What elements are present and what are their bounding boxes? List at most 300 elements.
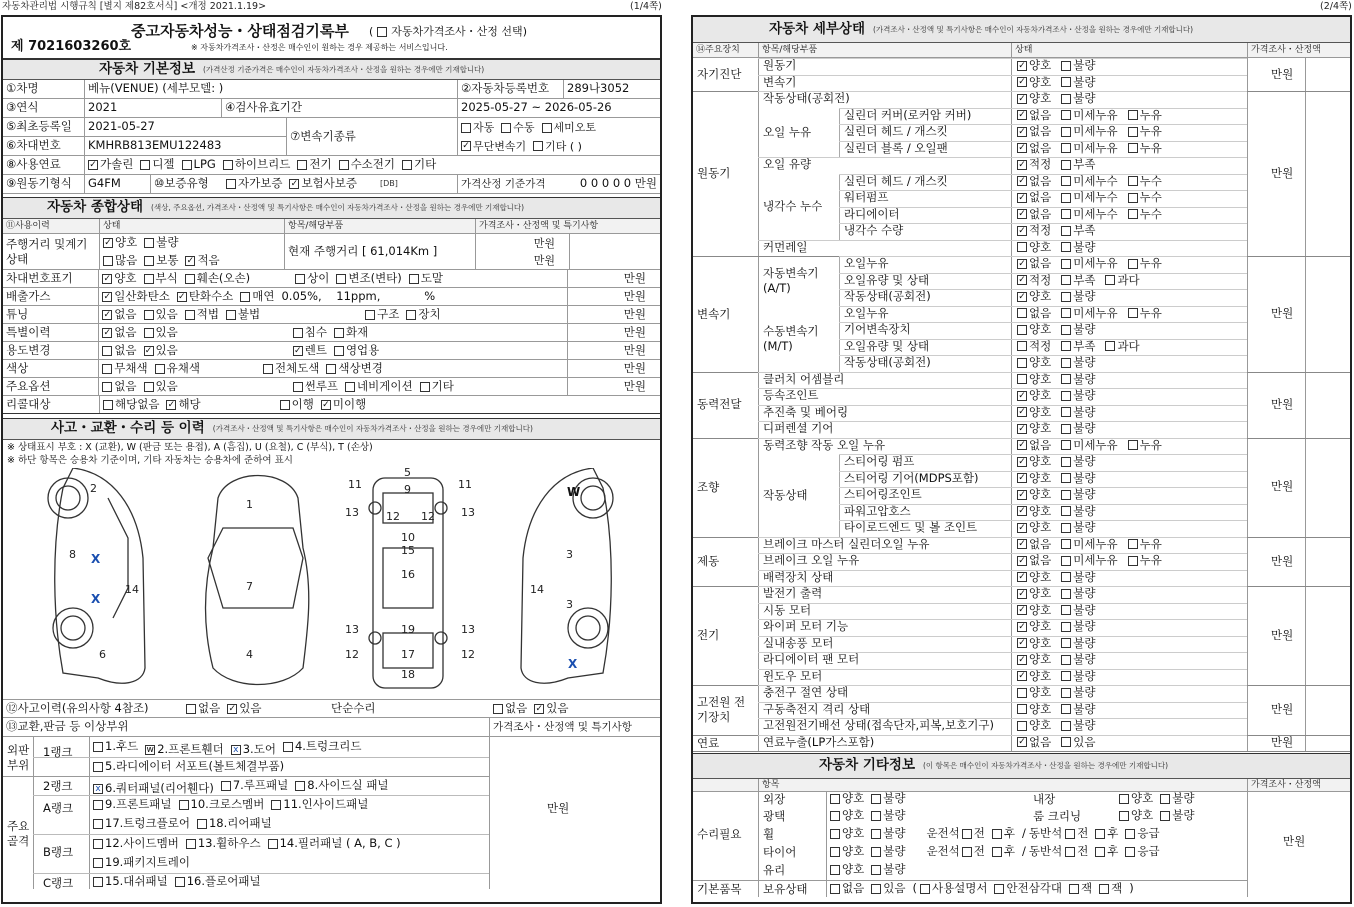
item-b2: 브레이크 오일 누유 xyxy=(763,553,860,567)
item-st1-good-checkbox[interactable] xyxy=(1017,457,1027,467)
wheel-pass-rear-checkbox[interactable] xyxy=(1095,829,1105,839)
item-s2-good-checkbox[interactable] xyxy=(1017,77,1027,87)
svg-text:6: 6 xyxy=(99,648,106,661)
other-price: 만원 xyxy=(1283,834,1306,848)
item-h3: 고전원전기배선 상태(접속단자,피복,보호기구) xyxy=(763,718,995,732)
item-st0-micro-checkbox[interactable] xyxy=(1061,440,1071,450)
spanner-checkbox[interactable] xyxy=(1099,884,1109,894)
item-e_lvl-ok-checkbox[interactable] xyxy=(1017,160,1027,170)
fuel-gasoline-checkbox[interactable] xyxy=(88,160,98,170)
vin-altered-checkbox[interactable] xyxy=(336,274,346,284)
recall-notdone-checkbox[interactable] xyxy=(321,400,331,410)
mileage-normal-checkbox[interactable] xyxy=(144,256,154,266)
interior-bad-checkbox[interactable] xyxy=(1160,794,1170,804)
simple-yes-checkbox[interactable] xyxy=(534,704,544,714)
group-brake-price: 만원 xyxy=(1271,553,1294,568)
svg-text:4: 4 xyxy=(246,648,253,661)
wheel-bad-checkbox[interactable] xyxy=(871,829,881,839)
item-b1-micro-checkbox[interactable] xyxy=(1061,539,1071,549)
item-el4-good-checkbox[interactable] xyxy=(1017,638,1027,648)
item-el5-bad-checkbox[interactable] xyxy=(1061,655,1071,665)
item-b1: 브레이크 마스터 실린더오일 누유 xyxy=(763,536,930,551)
item-s1-good-checkbox[interactable] xyxy=(1017,61,1027,71)
fuel-hybrid-checkbox[interactable] xyxy=(223,160,233,170)
item-e_rail-bad-checkbox[interactable] xyxy=(1061,242,1071,252)
svg-text:19: 19 xyxy=(401,623,415,636)
group-fuel: 연료 xyxy=(697,735,720,750)
jack-checkbox[interactable] xyxy=(1069,884,1079,894)
other-header: 자동차 기타정보 (이 항목은 매수인이 자동차가격조사・산정을 원하는 경우에만 기재합니다) xyxy=(693,753,1350,779)
item-t_m1-micro-checkbox[interactable] xyxy=(1061,308,1071,318)
vin-number: KMHRB813EMU122483 xyxy=(88,138,222,153)
use-business-checkbox[interactable] xyxy=(334,346,344,356)
item-t_m3-ok-checkbox[interactable] xyxy=(1017,341,1027,351)
simple-none-checkbox[interactable] xyxy=(493,704,503,714)
item-b3: 배력장치 상태 xyxy=(763,569,834,584)
item-el3-bad-checkbox[interactable] xyxy=(1061,622,1071,632)
gas-hc-checkbox[interactable] xyxy=(177,292,187,302)
vin-smear-checkbox[interactable] xyxy=(409,274,419,284)
inspection-page-1 xyxy=(1,15,662,904)
item-el3: 와이퍼 모터 기능 xyxy=(763,619,849,633)
other-table: 수리필요 기본품목 만원 외장 양호 불량 내장 양호 불량 광택 양호 불량 룸 크리닝 양호 불량 휠 양호 불량 운전석 전 후 / 동반석 전 후 응급 타이어 양호 불량 운전석 전 후 / 동반석 전 후 응급 유리 양호 불량 보유상태 없음 있음 ( 사용설명서 안전삼각대 잭 잭 ) xyxy=(693,792,1350,897)
item-h2-good-checkbox[interactable] xyxy=(1017,704,1027,714)
item-st0-none-checkbox[interactable] xyxy=(1017,440,1027,450)
car-name: 베뉴(VENUE) (세부모델: ) xyxy=(84,80,457,98)
exterior-bad-checkbox[interactable] xyxy=(871,794,881,804)
tune-device-checkbox[interactable] xyxy=(406,310,416,320)
group-self: 자기진단 xyxy=(697,67,742,82)
item-el2: 시동 모터 xyxy=(763,602,812,617)
item-e_c2-wleak-checkbox[interactable] xyxy=(1128,193,1138,203)
vin-damage-checkbox[interactable] xyxy=(185,274,195,284)
accident-yes-checkbox[interactable] xyxy=(227,704,237,714)
wheel-driver-rear-checkbox[interactable] xyxy=(992,829,1002,839)
item-t_a2-low-checkbox[interactable] xyxy=(1061,275,1071,285)
opt-navi-checkbox[interactable] xyxy=(345,382,355,392)
item-s1: 원동기 xyxy=(763,58,797,72)
overall-vin: 차대번호표기 ✓ 양호 부식 훼손(오손) 상이 변조(변타) 도말 만원 xyxy=(3,270,660,288)
basic-none-checkbox[interactable] xyxy=(830,884,840,894)
item-h3-good-checkbox[interactable] xyxy=(1017,721,1027,731)
item-st1-bad-checkbox[interactable] xyxy=(1061,457,1071,467)
parts-header: ⑬교환,판금 등 이상부위 가격조사・산정액 및 특기사항 xyxy=(3,718,660,737)
item-e_c3: 라디에이터 xyxy=(844,206,900,221)
item-el1-bad-checkbox[interactable] xyxy=(1061,589,1071,599)
item-el2-good-checkbox[interactable] xyxy=(1017,605,1027,615)
svg-text:3: 3 xyxy=(566,598,573,611)
mileage-good-checkbox[interactable] xyxy=(103,238,113,248)
item-st5-bad-checkbox[interactable] xyxy=(1061,523,1071,533)
tire-driver-rear-checkbox[interactable] xyxy=(992,847,1002,857)
tune-illegal-checkbox[interactable] xyxy=(226,310,236,320)
item-el4: 실내송풍 모터 xyxy=(763,635,834,650)
item-b3-bad-checkbox[interactable] xyxy=(1061,572,1071,582)
item-b1-none-checkbox[interactable] xyxy=(1017,539,1027,549)
item-st5: 타이로드엔드 및 볼 조인트 xyxy=(844,520,978,534)
item-p2-good-checkbox[interactable] xyxy=(1017,391,1027,401)
item-e_c1-none-checkbox[interactable] xyxy=(1017,176,1027,186)
trans-auto-checkbox[interactable] xyxy=(461,123,471,133)
part-14-checkbox[interactable] xyxy=(268,839,278,849)
item-e_oil2: 실린더 헤드 / 개스킷 xyxy=(844,124,948,138)
item-e1-bad-checkbox[interactable] xyxy=(1061,94,1071,104)
item-e_oil2-leak-checkbox[interactable] xyxy=(1128,127,1138,137)
item-e_c4-ok-checkbox[interactable] xyxy=(1017,226,1027,236)
item-e_c2-none-checkbox[interactable] xyxy=(1017,193,1027,203)
item-e_rail-good-checkbox[interactable] xyxy=(1017,242,1027,252)
item-b2-leak-checkbox[interactable] xyxy=(1128,556,1138,566)
detail-header: 자동차 세부상태 (가격조사・산정액 및 특기사항은 매수인이 자동차가격조사・산정을 원하는 경우에만 기재합니다) xyxy=(693,17,1350,43)
item-e_lvl-low-checkbox[interactable] xyxy=(1061,160,1071,170)
cleaning-bad-checkbox[interactable] xyxy=(1160,811,1170,821)
item-b3-good-checkbox[interactable] xyxy=(1017,572,1027,582)
item-p4-good-checkbox[interactable] xyxy=(1017,424,1027,434)
item-st5-good-checkbox[interactable] xyxy=(1017,523,1027,533)
item-t_m3: 오일유량 및 상태 xyxy=(844,338,930,353)
triangle-checkbox[interactable] xyxy=(994,884,1004,894)
fuel-diesel-checkbox[interactable] xyxy=(140,160,150,170)
basic-row-1: ①차명 베뉴(VENUE) (세부모델: ) ②자동차등록번호 289나3052 xyxy=(3,80,660,99)
item-el6-good-checkbox[interactable] xyxy=(1017,671,1027,681)
item-t_a3: 작동상태(공회전) xyxy=(844,289,931,303)
wheel-good-checkbox[interactable] xyxy=(830,829,840,839)
part-19-checkbox[interactable] xyxy=(93,858,103,868)
recall-yes-checkbox[interactable] xyxy=(166,400,176,410)
item-p4-bad-checkbox[interactable] xyxy=(1061,424,1071,434)
tire-pass-front-checkbox[interactable] xyxy=(1065,847,1075,857)
overall-mileage: 주행거리 및계기상태 ✓ 양호 불량 많음 보통 ✓ 적음 현재 주행거리 [ 61,014Km ] 만원 만원 xyxy=(3,234,660,270)
mileage-bad-checkbox[interactable] xyxy=(144,238,154,248)
item-t_m1-none-checkbox[interactable] xyxy=(1017,308,1027,318)
mileage-few-checkbox[interactable] xyxy=(185,256,195,266)
svg-text:16: 16 xyxy=(401,568,415,581)
item-e_oil2-none-checkbox[interactable] xyxy=(1017,127,1027,137)
item-el5-good-checkbox[interactable] xyxy=(1017,655,1027,665)
part-15-checkbox[interactable] xyxy=(93,877,103,887)
item-e_oil1-leak-checkbox[interactable] xyxy=(1128,110,1138,120)
item-h2-bad-checkbox[interactable] xyxy=(1061,704,1071,714)
item-e_c1-mleak-checkbox[interactable] xyxy=(1061,176,1071,186)
item-t_a3-bad-checkbox[interactable] xyxy=(1061,292,1071,302)
car-top xyxy=(206,476,309,685)
group-hv-price: 만원 xyxy=(1271,702,1294,716)
item-t_m2-good-checkbox[interactable] xyxy=(1017,325,1027,335)
accident-header: 사고・교환・수리 등 이력 (가격조사・산정액 및 특기사항은 매수인이 자동차가격조사・산정을 원하는 경우에만 기재합니다) xyxy=(3,418,660,440)
item-st3: 스티어링조인트 xyxy=(844,487,922,501)
svg-text:17: 17 xyxy=(401,648,415,661)
item-t_a3-good-checkbox[interactable] xyxy=(1017,292,1027,302)
overall-history: 특별이력 ✓ 없음 있음 침수 화재 만원 xyxy=(3,324,660,342)
basic-yes-checkbox[interactable] xyxy=(871,884,881,894)
use-none-checkbox[interactable] xyxy=(102,346,112,356)
item-e_c3-none-checkbox[interactable] xyxy=(1017,209,1027,219)
part-2-checkbox[interactable]: w xyxy=(146,744,154,755)
svg-text:12: 12 xyxy=(345,648,359,661)
item-e_oil1-micro-checkbox[interactable] xyxy=(1061,110,1071,120)
vin-diff-checkbox[interactable] xyxy=(295,274,305,284)
item-el6: 윈도우 모터 xyxy=(763,668,823,683)
item-h1-good-checkbox[interactable] xyxy=(1017,688,1027,698)
gas-co-checkbox[interactable] xyxy=(102,292,112,302)
part-3-checkbox[interactable]: x xyxy=(231,745,241,755)
group-engine: 원동기 xyxy=(697,166,731,181)
item-t_m1: 오일누유 xyxy=(844,305,889,320)
item-b2-micro-checkbox[interactable] xyxy=(1061,556,1071,566)
tire-good-checkbox[interactable] xyxy=(830,847,840,857)
item-e_oil3-none-checkbox[interactable] xyxy=(1017,143,1027,153)
gas-values: 0.05%, 11ppm, % xyxy=(281,288,436,303)
item-s2-bad-checkbox[interactable] xyxy=(1061,77,1071,87)
item-e_c1: 실린더 헤드 / 개스킷 xyxy=(844,173,948,188)
overall-usage: 용도변경 없음 ✓ 있음 ✓ 렌트 영업용 만원 xyxy=(3,342,660,360)
group-power-price: 만원 xyxy=(1271,396,1294,411)
part-6-checkbox[interactable]: x xyxy=(93,784,103,794)
opt-none-checkbox[interactable] xyxy=(102,382,112,392)
wheel-pass-front-checkbox[interactable] xyxy=(1065,829,1075,839)
svg-text:14: 14 xyxy=(530,583,544,596)
recall-na-checkbox[interactable] xyxy=(103,400,113,410)
item-el1-good-checkbox[interactable] xyxy=(1017,589,1027,599)
gloss-good-checkbox[interactable] xyxy=(830,811,840,821)
fuel-electric-checkbox[interactable] xyxy=(297,160,307,170)
item-p2: 등속조인트 xyxy=(763,388,819,402)
svg-text:13: 13 xyxy=(461,623,475,636)
detail-table: 자기진단 만원 원동기 만원 변속기 만원 동력전달 만원 조향 만원 제동 만원 전기 만원 고전원 전기장치 만원 연료 만원 오일 누유 냉각수 누수 자동변속기 (A/T) 수동변속기 (M/T) 작동상태 원동기 ✓ 양호 불량 변속기 ✓ 양호 불량 작동상태(공회전) ✓ 양호 불량 실린더 커버(로커암 커버) ✓ 없음 미세누유 누유 실린더 헤드 / 개스킷 ✓ 없음 미세누유 누유 실린더 블록 / 오일팬 ✓ 없음 미세누유 누유 오일 유량 ✓ 적정 부족 실린더 헤드 / 개스킷 ✓ 없음 미세누수 누수 워터펌프 ✓ 없음 미세누수 누수 라디에이터 ✓ 없음 미세누수 누수 냉각수 수량 ✓ 적정 부족 커먼레일 양호 불량 오일누유 ✓ 없음 미세누유 누유 오일유량 및 상태 ✓ 적정 부족 과다 작동상태(공회전) ✓ 양호 불량 오일누유 없음 미세누유 누유 기어변속장치 양호 불량 오일유량 및 상태 적정 부족 과다 작동상태(공회전) 양호 불량 클러치 어셈블리 양호 불량 등속조인트 ✓ 양호 불량 추진축 및 베어링 ✓ 양호 불량 디퍼렌셜 기어 ✓ 양호 불량 동력조향 작동 오일 누유 ✓ 없음 미세누유 누유 스티어링 펌프 ✓ 양호 불량 스티어링 기어(MDPS포함) ✓ 양호 불량 스티어링조인트 ✓ 양호 불량 파워고압호스 ✓ 양호 불량 타이로드엔드 및 볼 조인트 ✓ 양호 불량 브레이크 마스터 실린더오일 누유 ✓ 없음 미세누유 누유 브레이크 오일 누유 ✓ 없음 미세누유 누유 배력장치 상태 ✓ 양호 불량 발전기 출력 ✓ 양호 불량 시동 모터 ✓ 양호 불량 와이퍼 모터 기능 ✓ 양호 불량 실내송풍 모터 ✓ 양호 불량 라디에이터 팬 모터 ✓ 양호 불량 윈도우 모터 ✓ 양호 불량 충전구 절연 상태 양호 불량 구동축전지 격리 상태 양호 불량 고전원전기배선 상태(접속단자,피복,보호기구) 양호 불량 연료누출(LP가스포함) ✓ 없음 있음 xyxy=(693,58,1350,751)
tune-yes-checkbox[interactable] xyxy=(144,310,154,320)
manual-checkbox[interactable] xyxy=(920,884,930,894)
item-e_c4-low-checkbox[interactable] xyxy=(1061,226,1071,236)
part-5-checkbox[interactable] xyxy=(93,762,103,772)
svg-text:15: 15 xyxy=(401,544,415,557)
item-e_c4: 냉각수 수량 xyxy=(844,223,904,237)
tune-struct-checkbox[interactable] xyxy=(365,310,375,320)
doc-note: ※ 자동차가격조사・산정은 매수인이 원하는 경우 제공하는 서비스입니다. xyxy=(191,43,448,52)
item-p1-bad-checkbox[interactable] xyxy=(1061,374,1071,384)
item-e_oil1-none-checkbox[interactable] xyxy=(1017,110,1027,120)
car-diagram-svg xyxy=(3,468,660,698)
item-t_m3-over-checkbox[interactable] xyxy=(1105,341,1115,351)
sub-t_man: 수동변속기 (M/T) xyxy=(763,323,819,353)
item-f1-yes-checkbox[interactable] xyxy=(1061,737,1071,747)
part-9-checkbox[interactable] xyxy=(93,800,103,810)
item-st3-good-checkbox[interactable] xyxy=(1017,490,1027,500)
group-hv: 고전원 전기장치 xyxy=(697,695,746,724)
item-t_m4: 작동상태(공회전) xyxy=(844,355,931,369)
price-option-checkbox[interactable] xyxy=(377,27,387,37)
item-t_a1-leak-checkbox[interactable] xyxy=(1128,259,1138,269)
item-t_a1-micro-checkbox[interactable] xyxy=(1061,259,1071,269)
svg-text:1: 1 xyxy=(246,498,253,511)
cleaning-good-checkbox[interactable] xyxy=(1119,811,1129,821)
item-p2-bad-checkbox[interactable] xyxy=(1061,391,1071,401)
overall-recall: 리콜대상 해당없음 ✓ 해당 이행 ✓ 미이행 xyxy=(3,396,660,414)
trans-semi-checkbox[interactable] xyxy=(542,123,552,133)
svg-text:11: 11 xyxy=(458,478,472,491)
svg-text:12: 12 xyxy=(421,510,435,523)
item-st3-bad-checkbox[interactable] xyxy=(1061,490,1071,500)
gloss-bad-checkbox[interactable] xyxy=(871,811,881,821)
item-el6-bad-checkbox[interactable] xyxy=(1061,671,1071,681)
sub-t_auto: 자동변속기 (A/T) xyxy=(763,265,819,295)
exterior-good-checkbox[interactable] xyxy=(830,794,840,804)
item-t_m4-bad-checkbox[interactable] xyxy=(1061,358,1071,368)
fuel-lpg-checkbox[interactable] xyxy=(182,160,192,170)
item-t_m2-bad-checkbox[interactable] xyxy=(1061,325,1071,335)
item-f1-none-checkbox[interactable] xyxy=(1017,737,1027,747)
use-rent-checkbox[interactable] xyxy=(293,346,303,356)
tune-legal-checkbox[interactable] xyxy=(185,310,195,320)
group-self-price: 만원 xyxy=(1271,66,1294,81)
other-colheads: 항목 가격조사・산정액 xyxy=(693,779,1350,792)
item-e_oil2-micro-checkbox[interactable] xyxy=(1061,127,1071,137)
item-s2: 변속기 xyxy=(763,74,797,89)
svg-text:12: 12 xyxy=(461,648,475,661)
svg-text:13: 13 xyxy=(461,506,475,519)
item-t_m3-low-checkbox[interactable] xyxy=(1061,341,1071,351)
base-price: 0 0 0 0 0 xyxy=(579,176,632,191)
part-8-checkbox[interactable] xyxy=(295,781,305,791)
color-chromatic-checkbox[interactable] xyxy=(155,364,165,374)
item-p4: 디퍼렌셜 기어 xyxy=(763,421,834,435)
item-st2-good-checkbox[interactable] xyxy=(1017,473,1027,483)
car-reg-number: 289나3052 xyxy=(563,80,660,98)
tire-emer-checkbox[interactable] xyxy=(1125,847,1135,857)
fuel-hydrogen-checkbox[interactable] xyxy=(339,160,349,170)
item-h1-bad-checkbox[interactable] xyxy=(1061,688,1071,698)
accident-none-checkbox[interactable] xyxy=(186,704,196,714)
item-st4-bad-checkbox[interactable] xyxy=(1061,506,1071,516)
svg-text:13: 13 xyxy=(345,506,359,519)
current-mileage: 현재 주행거리 [ 61,014Km ] xyxy=(284,234,475,269)
item-el2-bad-checkbox[interactable] xyxy=(1061,605,1071,615)
warranty-self-checkbox[interactable] xyxy=(226,179,236,189)
item-p1: 클러치 어셈블리 xyxy=(763,371,845,386)
item-e_c3-wleak-checkbox[interactable] xyxy=(1128,209,1138,219)
use-yes-checkbox[interactable] xyxy=(144,346,154,356)
item-e_c3-mleak-checkbox[interactable] xyxy=(1061,209,1071,219)
part-16-checkbox[interactable] xyxy=(175,877,185,887)
interior-good-checkbox[interactable] xyxy=(1119,794,1129,804)
item-h2: 구동축전지 격리 상태 xyxy=(763,701,871,716)
item-el3-good-checkbox[interactable] xyxy=(1017,622,1027,632)
svg-text:7: 7 xyxy=(246,580,253,593)
svg-text:8: 8 xyxy=(69,548,76,561)
item-el4-bad-checkbox[interactable] xyxy=(1061,638,1071,648)
item-e_oil3-leak-checkbox[interactable] xyxy=(1128,143,1138,153)
part-1-checkbox[interactable] xyxy=(93,742,103,752)
item-e_oil1: 실린더 커버(로커암 커버) xyxy=(844,107,972,122)
opt-etc-checkbox[interactable] xyxy=(420,382,430,392)
group-elec: 전기 xyxy=(697,628,720,643)
item-e_oil3-micro-checkbox[interactable] xyxy=(1061,143,1071,153)
item-st4-good-checkbox[interactable] xyxy=(1017,506,1027,516)
wheel-driver-front-checkbox[interactable] xyxy=(962,829,972,839)
group-elec-price: 만원 xyxy=(1271,627,1294,642)
opt-yes-checkbox[interactable] xyxy=(144,382,154,392)
trans-manual-checkbox[interactable] xyxy=(501,123,511,133)
item-p1-good-checkbox[interactable] xyxy=(1017,374,1027,384)
item-p3-good-checkbox[interactable] xyxy=(1017,407,1027,417)
color-fullpaint-checkbox[interactable] xyxy=(263,364,273,374)
item-e_c2-mleak-checkbox[interactable] xyxy=(1061,193,1071,203)
recall-done-checkbox[interactable] xyxy=(280,400,290,410)
tune-none-checkbox[interactable] xyxy=(102,310,112,320)
item-t_a2-over-checkbox[interactable] xyxy=(1105,275,1115,285)
item-e1-good-checkbox[interactable] xyxy=(1017,94,1027,104)
group-steer-price: 만원 xyxy=(1271,479,1294,494)
glass-bad-checkbox[interactable] xyxy=(871,865,881,875)
tire-driver-front-checkbox[interactable] xyxy=(962,847,972,857)
hist-fire-checkbox[interactable] xyxy=(334,328,344,338)
page-number-1: (1/4쪽) xyxy=(630,1,662,12)
item-st0-leak-checkbox[interactable] xyxy=(1128,440,1138,450)
mileage-many-checkbox[interactable] xyxy=(103,256,113,266)
warranty-insurer-checkbox[interactable] xyxy=(289,179,299,189)
part-10-checkbox[interactable] xyxy=(179,800,189,810)
item-b2-none-checkbox[interactable] xyxy=(1017,556,1027,566)
trans-etc-checkbox[interactable] xyxy=(533,141,543,151)
item-t_a2-ok-checkbox[interactable] xyxy=(1017,275,1027,285)
basic-row-engine: ⑨원동기형식 G4FM ⑩보증유형 자가보증 ✓ 보험사보증 [DB] 가격산정 기준가격 0 0 0 0 0 만원 xyxy=(3,175,660,194)
hist-yes-checkbox[interactable] xyxy=(144,328,154,338)
overall-colheads: ⑪사용이력 상태 항목/해당부품 가격조사・산정액 및 특기사항 xyxy=(3,219,660,234)
item-st2-bad-checkbox[interactable] xyxy=(1061,473,1071,483)
part-11-checkbox[interactable] xyxy=(271,800,281,810)
overall-color: 색상 무채색 유채색 전체도색 색상변경 만원 xyxy=(3,360,660,378)
part-7-checkbox[interactable] xyxy=(221,781,231,791)
item-p3-bad-checkbox[interactable] xyxy=(1061,407,1071,417)
tire-bad-checkbox[interactable] xyxy=(871,847,881,857)
color-achromatic-checkbox[interactable] xyxy=(102,364,112,374)
item-t_m2: 기어변속장치 xyxy=(844,322,911,336)
item-st4: 파워고압호스 xyxy=(844,503,911,518)
gas-smoke-checkbox[interactable] xyxy=(240,292,250,302)
overall-header: 자동차 종합상태 (색상, 주요옵션, 가격조사・산정액 및 특기사항은 매수인이 자동차가격조사・산정을 원하는 경우에만 기재합니다) xyxy=(3,197,660,219)
glass-good-checkbox[interactable] xyxy=(830,865,840,875)
item-s1-bad-checkbox[interactable] xyxy=(1061,61,1071,71)
item-e_oil3: 실린더 블록 / 오일팬 xyxy=(844,140,948,155)
item-t_m1-leak-checkbox[interactable] xyxy=(1128,308,1138,318)
tire-pass-rear-checkbox[interactable] xyxy=(1095,847,1105,857)
sub-e_oil: 오일 누유 xyxy=(763,124,812,139)
color-change-checkbox[interactable] xyxy=(326,364,336,374)
item-e_c1-wleak-checkbox[interactable] xyxy=(1128,176,1138,186)
group-brake: 제동 xyxy=(697,554,720,569)
item-t_m4-good-checkbox[interactable] xyxy=(1017,358,1027,368)
hist-flood-checkbox[interactable] xyxy=(293,328,303,338)
basic-row-2: ③연식 2021 ④검사유효기간 2025-05-27 ~ 2026-05-26 xyxy=(3,99,660,118)
vin-corrosion-checkbox[interactable] xyxy=(144,274,154,284)
group-mission-price: 만원 xyxy=(1271,306,1294,320)
vin-good-checkbox[interactable] xyxy=(102,274,112,284)
opt-sunroof-checkbox[interactable] xyxy=(293,382,303,392)
wheel-emer-checkbox[interactable] xyxy=(1125,829,1135,839)
hist-none-checkbox[interactable] xyxy=(102,328,112,338)
part-18-checkbox[interactable] xyxy=(197,819,207,829)
part-17-checkbox[interactable] xyxy=(93,819,103,829)
item-h3-bad-checkbox[interactable] xyxy=(1061,721,1071,731)
part-12-checkbox[interactable] xyxy=(93,839,103,849)
item-t_a1-none-checkbox[interactable] xyxy=(1017,259,1027,269)
group-mission: 변속기 xyxy=(697,306,731,321)
group-power: 동력전달 xyxy=(697,397,742,412)
item-b1-leak-checkbox[interactable] xyxy=(1128,539,1138,549)
fuel-etc-checkbox[interactable] xyxy=(402,160,412,170)
part-4-checkbox[interactable] xyxy=(283,742,293,752)
part-13-checkbox[interactable] xyxy=(186,839,196,849)
trans-cvt-checkbox[interactable] xyxy=(461,141,471,151)
